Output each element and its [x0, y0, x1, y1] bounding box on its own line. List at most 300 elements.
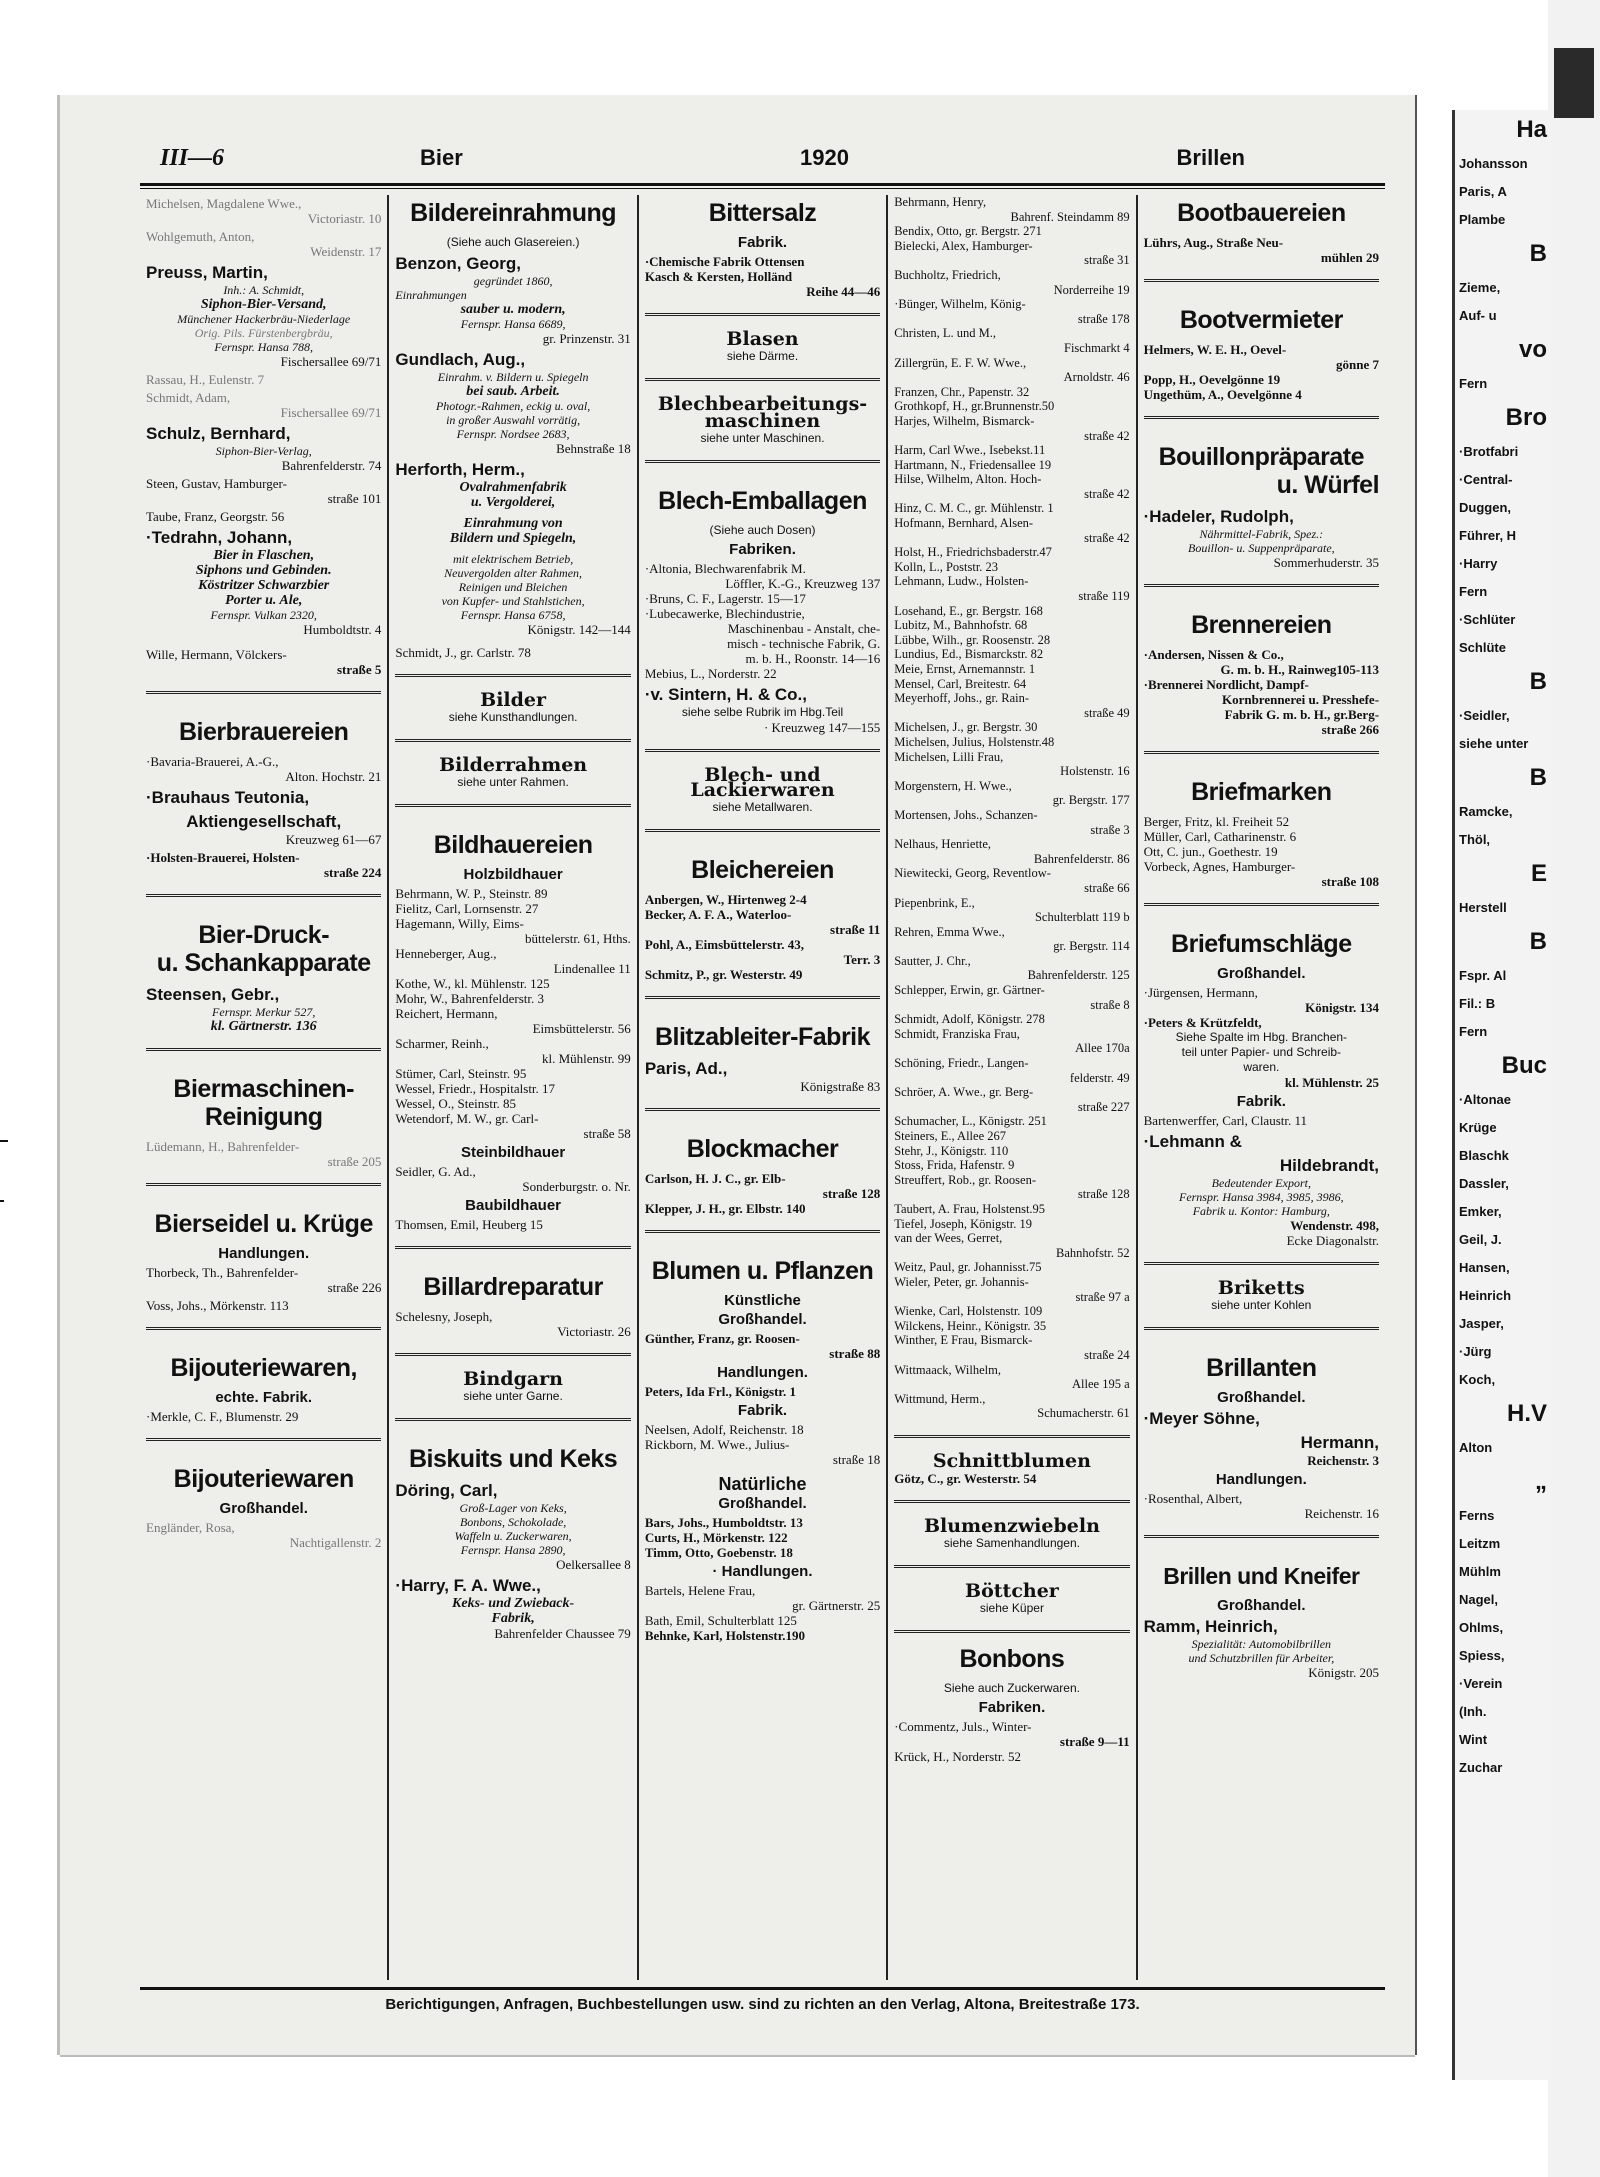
entry-note: Fabrik G. m. b. H., gr.Berg-	[1224, 707, 1380, 722]
entry-note: Maschinenbau - Anstalt, che-	[727, 621, 881, 636]
entry-name: ·Meyer Söhne,	[1143, 1409, 1260, 1428]
list-item: Wittmund, Herm.,	[894, 1391, 986, 1406]
list-item: Holst, H., Friedrichsbaderstr.47	[894, 545, 1052, 560]
category-heading: Briefumschläge	[1171, 930, 1352, 958]
entry-note: in großer Auswahl vorrätig,	[446, 413, 581, 427]
entry: ·Andersen, Nissen & Co.,	[1143, 647, 1284, 662]
list-item: Steiners, E., Allee 267	[894, 1129, 1007, 1143]
list-item: Lubitz, M., Bahnhofstr. 68	[894, 618, 1028, 633]
category-heading: Bierseidel u. Krüge	[154, 1210, 373, 1238]
entry-address: straße 108	[1321, 874, 1380, 889]
list-item: Wienke, Carl, Holstenstr. 109	[894, 1304, 1043, 1319]
list-item: Harm, Carl Wwe., Isebekst.11	[894, 443, 1046, 458]
entry-address: m. b. H., Roonstr. 14—16	[745, 651, 881, 666]
subheading: Fabrik.	[737, 1402, 788, 1419]
entry: Vorbeck, Agnes, Hamburger-	[1143, 859, 1296, 874]
entry-name: Engländer, Rosa,	[146, 1520, 235, 1535]
entry-note: Photogr.-Rahmen, eckig u. oval,	[435, 399, 591, 413]
category-heading: Briefmarken	[1191, 778, 1332, 806]
entry-tedrahn	[146, 528, 381, 637]
subheading: Großhandel.	[718, 1495, 807, 1512]
right-page-text: Krüge	[1459, 1120, 1497, 1135]
scan-mark	[0, 1200, 4, 1202]
entry-note: Siphon-Bier-Verlag,	[215, 444, 312, 458]
divider	[395, 739, 630, 744]
divider	[395, 804, 630, 809]
entry-note: Einrahmung von	[463, 516, 563, 531]
category-heading: Brillanten	[1206, 1354, 1317, 1382]
entry-gundlach	[395, 350, 630, 456]
list-item: Michelsen, J., gr. Bergstr. 30	[894, 720, 1038, 735]
entry: Carlson, H. J. C., gr. Elb-	[644, 1171, 786, 1186]
subheading: Großhandel.	[1217, 1389, 1306, 1406]
list-item: Bahrenf. Steindamm 89	[1010, 209, 1130, 224]
list-item: straße 31	[1084, 253, 1130, 268]
right-page-text: ·Jürg	[1459, 1344, 1492, 1359]
entry-address: Alton. Hochstr. 21	[285, 769, 382, 784]
list-item: Arnoldstr. 46	[1063, 370, 1130, 385]
entry-address: Behnstraße 18	[556, 441, 631, 456]
entry-note: Orig. Pils. Fürstenbergbräu,	[194, 326, 333, 340]
entry-address: kl. Mühlenstr. 99	[541, 1051, 631, 1066]
entry-address: Fischersallee 69/71	[280, 354, 382, 369]
right-page-fragment	[1452, 110, 1551, 2080]
entry-address: straße 205	[327, 1154, 382, 1169]
divider	[645, 996, 880, 1001]
entry-name: Ramm, Heinrich,	[1143, 1617, 1278, 1636]
entry: Becker, A. F. A., Waterloo-	[644, 907, 792, 922]
list-item: straße 8	[1090, 997, 1130, 1012]
list-item: straße 227	[1077, 1099, 1130, 1114]
list-item: straße 42	[1084, 530, 1130, 545]
right-page-text: ·Harry	[1459, 556, 1498, 571]
entry-name: ·Bavaria-Brauerei, A.-G.,	[146, 754, 279, 769]
entry	[146, 754, 381, 784]
divider	[1144, 279, 1379, 284]
entry-note: Reinigen und Bleichen	[458, 580, 568, 594]
list-item: Lundius, Ed., Bismarckstr. 82	[894, 647, 1044, 662]
entry-address: straße 5	[336, 662, 382, 677]
header-rule	[140, 183, 1385, 186]
right-page-text: Hansen,	[1459, 1260, 1510, 1275]
category-heading: Blitzableiter-Fabrik	[654, 1023, 871, 1051]
category-heading: Brillen und Kneifer	[1163, 1563, 1360, 1589]
entry-name: Benzon, Georg,	[395, 254, 522, 273]
category-heading: Bijouteriewaren,	[170, 1354, 357, 1382]
entry: Pohl, A., Eimsbüttelerstr. 43,	[644, 937, 804, 952]
entry-note: Bonbons, Schokolade,	[459, 1515, 567, 1529]
running-header	[160, 145, 1375, 179]
cross-ref-heading: maschinen	[704, 410, 821, 432]
right-page-text: Buc	[1501, 1052, 1547, 1079]
list-item: Behrmann, Henry,	[894, 195, 987, 209]
right-page-text: Fern	[1459, 1024, 1488, 1039]
right-page-text: ·Central-	[1459, 472, 1513, 487]
category-heading: Bijouteriewaren	[173, 1465, 354, 1493]
entry	[146, 476, 381, 506]
right-page-text: vo	[1518, 336, 1547, 363]
entry: Voss, Johs., Mörkenstr. 113	[146, 1298, 289, 1313]
entry-address: kl. Mühlenstr. 25	[1284, 1075, 1380, 1090]
list-item: Bielecki, Alex, Hamburger-	[894, 238, 1033, 253]
divider	[1144, 416, 1379, 421]
list-item: straße 119	[1078, 589, 1130, 604]
entry: Ott, C. jun., Goethestr. 19	[1143, 844, 1278, 859]
entry-phone: Fernspr. Vulkan 2320,	[210, 608, 317, 622]
subheading: Fabriken.	[978, 1698, 1046, 1716]
entry-name: Steensen, Gebr.,	[146, 985, 280, 1004]
list-item: Franzen, Chr., Papenstr. 32	[894, 384, 1030, 399]
list-item: Hofmann, Bernhard, Alsen-	[894, 516, 1034, 531]
divider	[1144, 903, 1379, 908]
entry: Helmers, W. E. H., Oevel-	[1143, 342, 1287, 357]
right-page-text: Koch,	[1459, 1372, 1496, 1387]
entry-address: straße 224	[323, 865, 382, 880]
entry-address: straße 11	[830, 922, 881, 937]
category-heading: Bootvermieter	[1179, 306, 1343, 334]
list-item: Nelhaus, Henriette,	[894, 837, 992, 852]
entry-note: sauber u. modern,	[460, 302, 566, 317]
list-item: Lübbe, Wilh., gr. Roosenstr. 28	[894, 632, 1051, 647]
list-item: straße 3	[1090, 822, 1130, 837]
category-heading: Bonbons	[959, 1644, 1065, 1673]
list-item: Wilckens, Heinr., Königstr. 35	[894, 1318, 1047, 1333]
entry-address: Lindenallee 11	[553, 961, 631, 976]
right-page-text: Nagel,	[1459, 1592, 1499, 1607]
list-item: Winther, E Frau, Bismarck-	[894, 1333, 1033, 1348]
category-heading	[1144, 443, 1379, 499]
list-item: Bahrenfelderstr. 125	[1027, 968, 1130, 983]
list-item: Hinz, C. M. C., gr. Mühlenstr. 1	[894, 501, 1054, 516]
entry: ·Altonia, Blechwarenfabrik M.	[644, 561, 806, 576]
entry: Behnke, Karl, Holstenstr.190	[644, 1628, 806, 1643]
divider	[894, 1435, 1129, 1440]
entry: Mebius, L., Norderstr. 22	[644, 666, 777, 681]
list-item: Harjes, Wilhelm, Bismarck-	[894, 413, 1035, 428]
right-page-text: Leitzm	[1459, 1536, 1501, 1551]
right-page-text: „	[1535, 1468, 1547, 1495]
list-item: Kolln, L., Poststr. 23	[894, 559, 999, 574]
entry: Götz, C., gr. Westerstr. 54	[894, 1470, 1037, 1486]
cross-ref-heading: Blasen	[726, 328, 799, 350]
cross-ref-heading: Bilder	[480, 689, 547, 711]
subheading: Künstliche	[724, 1292, 801, 1309]
right-page-text: Emker,	[1459, 1204, 1502, 1219]
entry-name: ·v. Sintern, H. & Co.,	[644, 685, 807, 704]
list-item: Allee 195 a	[1072, 1377, 1130, 1392]
entry-name: Herforth, Herm.,	[395, 460, 525, 479]
right-page-text: Fern	[1459, 584, 1488, 599]
entry-note: Bouillon- u. Suppenpräparate,	[1188, 541, 1335, 555]
entry: Stümer, Carl, Steinstr. 95	[395, 1066, 527, 1081]
entry: Henneberger, Aug.,	[395, 946, 497, 961]
entry-note: Bildern und Spiegeln,	[449, 531, 577, 546]
subheading: echte. Fabrik.	[215, 1389, 313, 1406]
entry-note: siehe selbe Rubrik im Hbg.Teil	[681, 705, 844, 719]
entry-address: Königstr. 142—144	[527, 622, 631, 637]
entry	[146, 229, 381, 259]
subheading: Handlungen.	[1215, 1471, 1307, 1488]
entry: Bath, Emil, Schulterblatt 125	[644, 1613, 797, 1628]
entry-name: Schulz, Bernhard,	[146, 424, 291, 443]
right-page-text: ·Verein	[1459, 1676, 1503, 1691]
list-item: Holstenstr. 16	[1060, 764, 1130, 779]
right-page-text: Ha	[1516, 116, 1547, 143]
right-page-text: Geil, J.	[1459, 1232, 1502, 1247]
entry-address: Nachtigallenstr. 2	[289, 1535, 382, 1550]
list-item: Schulterblatt 119 b	[1034, 910, 1130, 925]
entry	[146, 1265, 381, 1295]
scan-mark	[0, 1140, 8, 1142]
cross-reference: siehe Metallwaren.	[712, 800, 813, 814]
entry-note: Keks- und Zwieback-	[452, 1596, 575, 1611]
entry: Schmitz, P., gr. Westerstr. 49	[644, 967, 803, 982]
divider	[894, 1500, 1129, 1505]
entry-note: gegründet 1860,	[473, 274, 553, 288]
entry-benzon	[395, 254, 630, 346]
entry-note: Fabrik u. Kontor: Hamburg,	[1192, 1204, 1330, 1218]
entry-note: Siphon-Bier-Versand,	[200, 297, 327, 312]
entry-phone: Fernspr. Hansa 788,	[214, 340, 314, 354]
list-item: Taubert, A. Frau, Holstenst.95	[894, 1201, 1046, 1216]
entry: Günther, Franz, gr. Roosen-	[644, 1331, 800, 1346]
entry-phone: Fernspr. Nordsee 2683,	[456, 427, 570, 441]
right-page-text: Alton	[1459, 1440, 1493, 1455]
entry-address: Victoriastr. 26	[557, 1324, 631, 1339]
entry-note: Einrahm. v. Bildern u. Spiegeln	[437, 370, 589, 384]
entry-note: Porter u. Ale,	[225, 593, 303, 608]
entry-address: Sommerhuderstr. 35	[1273, 555, 1380, 570]
directory-page	[60, 95, 1415, 2055]
entry-address: Sonderburgstr. o. Nr.	[522, 1179, 631, 1194]
divider	[395, 1246, 630, 1251]
list-item: Schlepper, Erwin, gr. Gärtner-	[894, 983, 1045, 998]
right-page-text: Heinrich	[1459, 1288, 1512, 1303]
cross-reference: siehe Därme.	[726, 349, 799, 363]
entry-note: Einrahmungen	[395, 288, 467, 302]
divider	[146, 1438, 381, 1443]
list-item: Bahnhofstr. 52	[1056, 1245, 1130, 1260]
divider	[645, 1230, 880, 1235]
right-page-text: E	[1530, 860, 1547, 887]
entry-note: Köstritzer Schwarzbier	[198, 578, 330, 593]
list-item: Schumacher, L., Königstr. 251	[894, 1114, 1047, 1129]
right-page-text: Paris, A	[1459, 184, 1507, 199]
entry: Mohr, W., Bahrenfelderstr. 3	[395, 991, 544, 1006]
entry-note: Groß-Lager von Keks,	[459, 1501, 567, 1515]
divider	[395, 1418, 630, 1423]
entry-phone: Fernspr. Merkur 527,	[212, 1005, 316, 1019]
entry	[146, 647, 381, 677]
right-page-text: Auf- u	[1459, 308, 1497, 323]
right-page-text: Fil.: B	[1459, 996, 1496, 1011]
entry-note: Siehe Spalte im Hbg. Branchen-	[1175, 1030, 1348, 1044]
column-5	[1138, 195, 1385, 1980]
list-item: Piepenbrink, E.,	[894, 895, 975, 910]
divider	[146, 1327, 381, 1332]
entry-address: straße 9—11	[1059, 1733, 1130, 1749]
entry: Bartels, Helene Frau,	[644, 1583, 756, 1598]
right-page-text: H.V	[1506, 1400, 1547, 1427]
category-heading: Blockmacher	[686, 1135, 839, 1163]
entry-address: kl. Gärtnerstr. 136	[210, 1019, 317, 1034]
list-item: Bahrenfelderstr. 86	[1033, 851, 1130, 866]
entry-name: Döring, Carl,	[395, 1481, 498, 1500]
entry: ·Jürgensen, Hermann,	[1143, 985, 1258, 1000]
subheading: Baubildhauer	[465, 1197, 562, 1214]
column-4	[888, 195, 1137, 1980]
entry: ·Rosenthal, Albert,	[1143, 1491, 1243, 1506]
entry-herforth	[395, 460, 630, 637]
list-item: straße 24	[1084, 1347, 1130, 1362]
entry: ·Bruns, C. F., Lagerstr. 15—17	[644, 591, 806, 606]
scan-border	[1548, 0, 1600, 2177]
entry	[146, 850, 381, 880]
entry-address: Humboldtstr. 4	[303, 622, 382, 637]
category-heading: Bildhauereien	[433, 831, 593, 859]
column-1	[140, 195, 389, 1980]
subheading: · Handlungen.	[712, 1563, 813, 1580]
entry-note: misch - technische Fabrik, G.	[727, 636, 881, 651]
right-page-text: Fspr. Al	[1459, 968, 1507, 983]
divider	[146, 691, 381, 696]
entry	[146, 1520, 381, 1550]
heading-line: u. Würfel	[1276, 471, 1380, 499]
list-item: Schmidt, Franziska Frau,	[894, 1026, 1020, 1041]
entry-address: Terr. 3	[843, 952, 881, 967]
divider	[645, 829, 880, 834]
cross-reference: Siehe auch Zuckerwaren.	[943, 1680, 1080, 1695]
list-item: Schöning, Friedr., Langen-	[894, 1056, 1029, 1071]
right-page-text: Thöl,	[1459, 832, 1491, 847]
entry-address: straße 266	[1321, 722, 1380, 737]
entry: Peters, Ida Frl., Königstr. 1	[644, 1384, 796, 1399]
cross-ref-heading: Blechbearbeitungs-	[657, 393, 868, 415]
entry: Bartenwerffer, Carl, Claustr. 11	[1143, 1113, 1308, 1128]
entry-address: büttelerstr. 61, Hths.	[525, 931, 631, 946]
entry: Schelesny, Joseph,	[395, 1309, 493, 1324]
entry: Curts, H., Mörkenstr. 122	[644, 1530, 788, 1545]
entry-name: Aktiengesellschaft,	[186, 812, 342, 831]
cross-reference: (Siehe auch Glasereien.)	[446, 235, 580, 249]
entry	[146, 788, 381, 847]
entry-address: Fischersallee 69/71	[280, 405, 382, 420]
category-heading: Brennereien	[1191, 611, 1332, 639]
entry-preuss	[146, 263, 381, 369]
entry: ·Merkle, C. F., Blumenstr. 29	[146, 1409, 299, 1424]
right-page-text: Ramcke,	[1459, 804, 1513, 819]
entry: Seidler, G. Ad.,	[395, 1164, 476, 1179]
right-page-text: Duggen,	[1459, 500, 1511, 515]
divider	[645, 460, 880, 465]
entry: Rickborn, M. Wwe., Julius-	[644, 1437, 790, 1452]
subheading: Fabrik.	[737, 234, 788, 251]
list-item: Tiefel, Joseph, Königstr. 19	[894, 1216, 1032, 1231]
divider	[1144, 1262, 1379, 1267]
entry: Popp, H., Oevelgönne 19	[1143, 372, 1281, 387]
list-item: Hartmann, N., Friedensallee 19	[894, 457, 1052, 472]
entry-address: mühlen 29	[1320, 250, 1380, 265]
entry: ·Lubecawerke, Blechindustrie,	[644, 606, 805, 621]
entry-note: mit elektrischem Betrieb,	[452, 552, 574, 566]
category-heading: Blech-Emballagen	[658, 487, 867, 515]
category-heading: Bittersalz	[708, 199, 817, 227]
entry-note: Bedeutender Export,	[1211, 1176, 1311, 1190]
entry-address: · Kreuzweg 147—155	[763, 720, 881, 735]
entry-name: Hermann,	[1300, 1433, 1380, 1452]
entry: Wessel, Friedr., Hospitalstr. 17	[395, 1081, 556, 1096]
scan-edge	[1554, 48, 1594, 118]
right-page-text: siehe unter	[1459, 736, 1529, 751]
entry: Schmidt, J., gr. Carlstr. 78	[395, 645, 531, 660]
divider	[894, 1565, 1129, 1570]
subheading: Natürliche	[718, 1474, 807, 1494]
cross-reference: siehe unter Garne.	[463, 1389, 563, 1403]
entry: Thomsen, Emil, Heuberg 15	[395, 1217, 543, 1232]
entry-note: Ovalrahmenfabrik	[459, 480, 567, 495]
header-rule-thin	[140, 188, 1385, 189]
entry-name: ·Lehmann &	[1143, 1132, 1242, 1151]
heading-line: Bier-Druck-	[198, 921, 330, 949]
list-item: Stehr, J., Königstr. 110	[894, 1143, 1009, 1158]
entry: Scharmer, Reinh.,	[395, 1036, 489, 1051]
cross-ref-heading: Bilderrahmen	[439, 754, 588, 776]
right-page-text: Spiess,	[1459, 1648, 1505, 1663]
entry-note: bei saub. Arbeit.	[466, 384, 560, 399]
entry-note: Inh.: A. Schmidt,	[223, 283, 305, 297]
list-item: Bendix, Otto, gr. Bergstr. 271	[894, 224, 1042, 239]
list-item: Meie, Ernst, Arnemannstr. 1	[894, 662, 1036, 676]
cross-reference: siehe Küper	[979, 1600, 1044, 1615]
list-item: Michelsen, Lilli Frau,	[894, 749, 1004, 764]
divider	[395, 674, 630, 679]
entry-address: straße 88	[829, 1346, 881, 1361]
list-item: straße 42	[1084, 486, 1130, 501]
entry-note: Neuvergolden alter Rahmen,	[444, 566, 583, 580]
entry-note: und Schutzbrillen für Arbeiter,	[1188, 1651, 1335, 1665]
entry	[146, 390, 381, 420]
entry: ·Commentz, Juls., Winter-	[894, 1718, 1032, 1734]
entry-name: Schmidt, Adam,	[146, 390, 231, 405]
right-page-text: Blaschk	[1459, 1148, 1509, 1163]
entry: ·Peters & Krützfeldt,	[1143, 1015, 1262, 1030]
entry: Neelsen, Adolf, Reichenstr. 18	[644, 1422, 804, 1437]
entry-name: ·Tedrahn, Johann,	[146, 528, 293, 547]
right-page-text: B	[1529, 928, 1547, 955]
heading-line: Biermaschinen-	[173, 1075, 354, 1103]
entry: Ungethüm, A., Oevelgönne 4	[1143, 387, 1302, 402]
entry-name: ·Chemische Fabrik Ottensen	[644, 254, 805, 269]
cross-reference: (Siehe auch Dosen)	[709, 523, 816, 537]
entry-address: gönne 7	[1336, 357, 1380, 372]
divider	[1144, 584, 1379, 589]
divider	[146, 1183, 381, 1188]
cross-reference: siehe unter Kohlen	[1211, 1298, 1312, 1312]
entry: Klepper, J. H., gr. Elbstr. 140	[644, 1201, 806, 1216]
entry-note: Kornbrennerei u. Presshefe-	[1221, 692, 1380, 707]
entry-note: Waffeln u. Zuckerwaren,	[454, 1529, 572, 1543]
entry-note: Spezialität: Automobilbrillen	[1191, 1637, 1332, 1651]
entry-address: straße 101	[327, 491, 382, 506]
cross-ref-heading: Briketts	[1217, 1277, 1305, 1299]
divider	[395, 1353, 630, 1358]
category-heading: Bierbrauereien	[178, 718, 349, 746]
entry: Müller, Carl, Catharinenstr. 6	[1143, 829, 1297, 844]
entry-address: Bahrenfelderstr. 74	[281, 458, 382, 473]
subheading: Fabrik.	[1236, 1093, 1286, 1110]
entry-name: ·Hadeler, Rudolph,	[1143, 507, 1294, 526]
right-page-text: Schlüte	[1459, 640, 1506, 655]
